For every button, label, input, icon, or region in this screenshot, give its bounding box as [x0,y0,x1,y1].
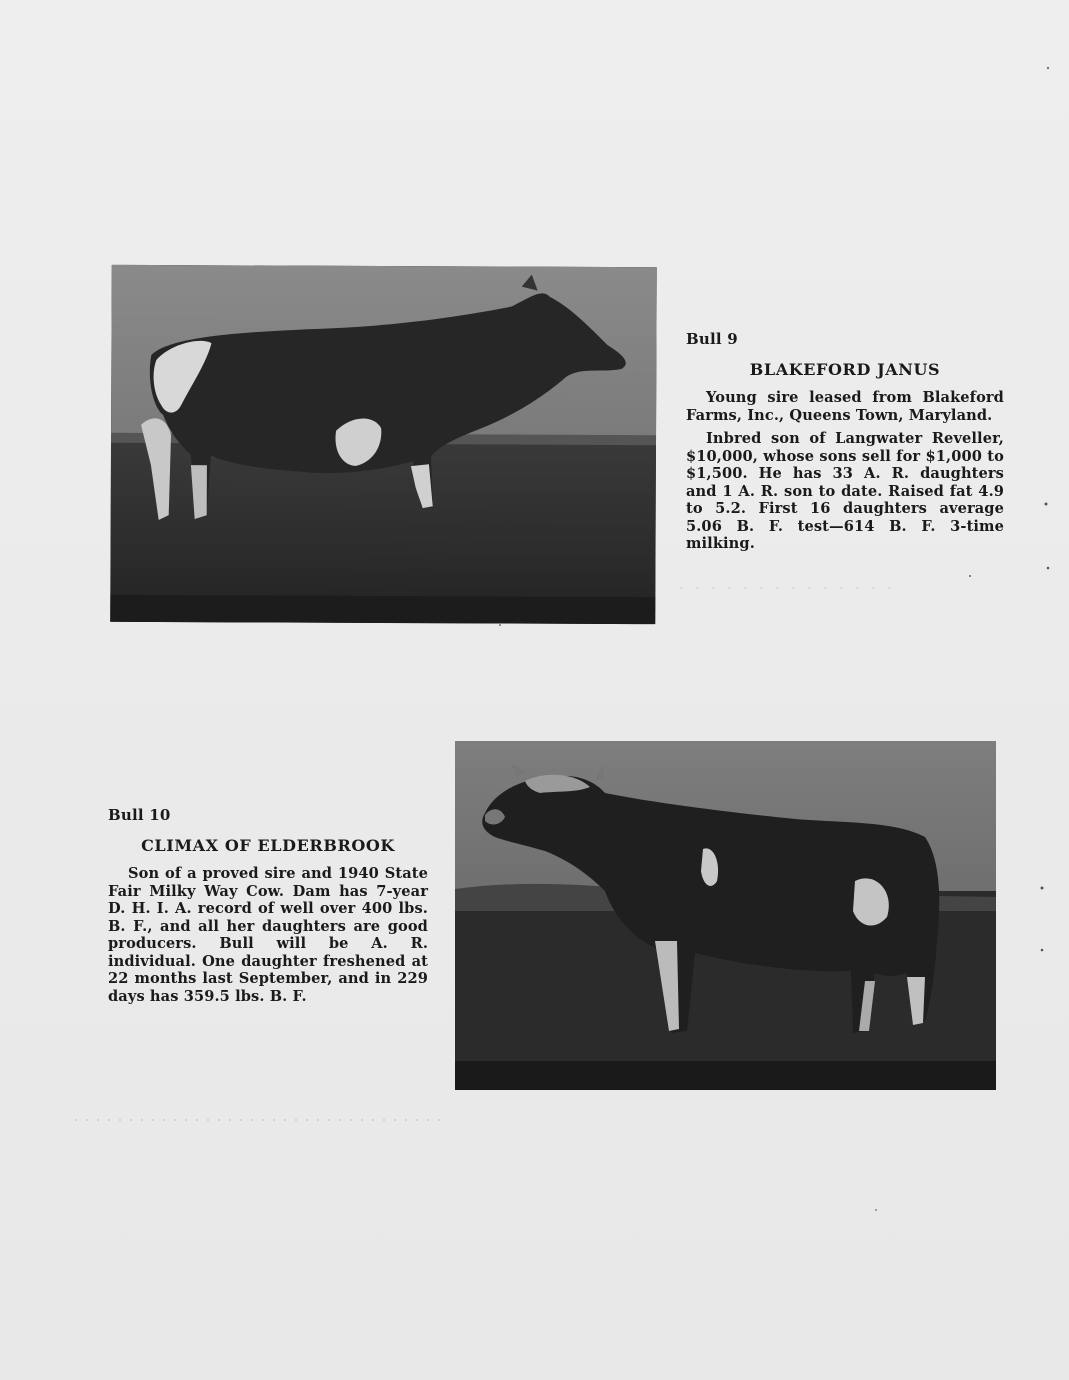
bull-10-paragraph-1: Son of a proved sire and 1940 State Fair Milky Way Cow. Dam has 7-year D. H. I. A. record of well over 400 lbs. B. F., and all her daughters are good producers. Bull will be A. R. individual. One daughter freshened at 22 months last September, and in 229 days has 359.5 lbs. B. F. [108,865,428,1005]
bull-10-number: Bull 10 [108,806,171,824]
bull-10-name: CLIMAX OF ELDERBROOK [141,836,395,855]
bull-9-name: BLAKEFORD JANUS [749,360,941,379]
bull-9-paragraph-1: Young sire leased from Blakeford Farms, Inc., Queens Town, Maryland. [686,389,1004,424]
bull-10-photo-image [455,741,996,1090]
bull-10-photo [455,741,996,1090]
bull-9-photo [110,265,657,624]
bull-9-number: Bull 9 [686,330,738,348]
bull-9-paragraph-2: Inbred son of Langwater Reveller, $10,000, whose sons sell for $1,000 to $1,500. He has 33 A. R. daughters and 1 A. R. son to date. Raised fat 4.9 to 5.2. First 16 daughters average 5.06 B. F. test—614 B. F. 3-time milking. [686,430,1004,552]
bull-9-entry [686,330,1004,559]
bull-10-entry [108,806,428,1011]
bull-9-photo-image [110,265,657,624]
